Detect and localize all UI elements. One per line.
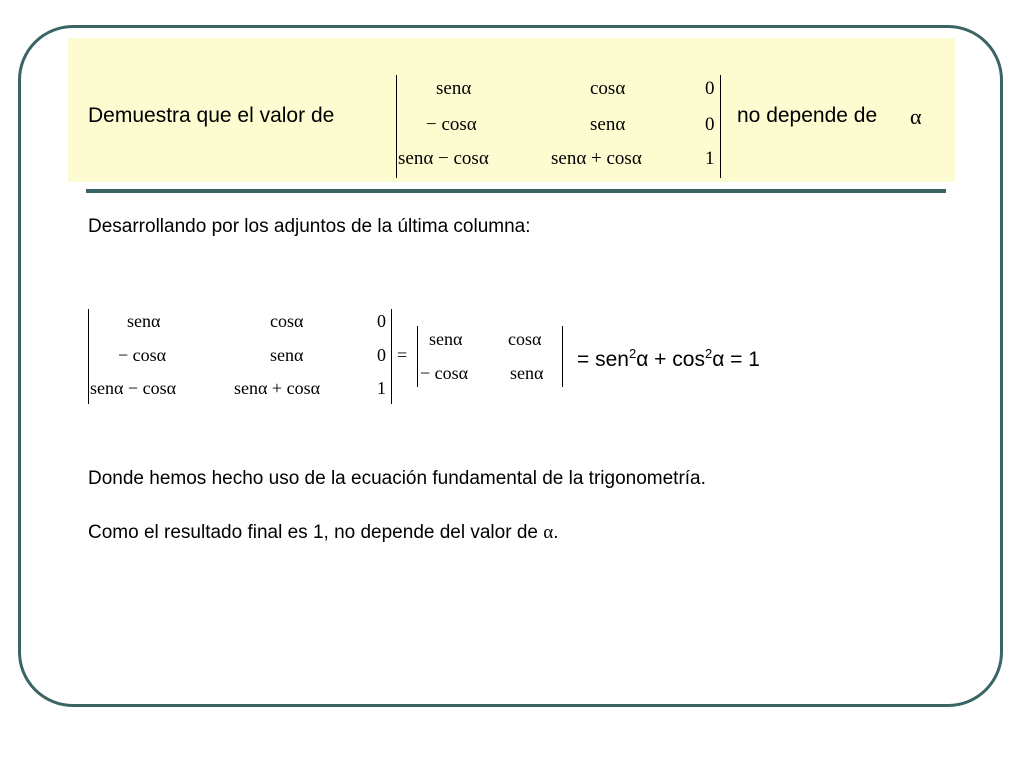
conclusion-period: .	[553, 522, 559, 543]
statement-suffix: no depende de	[737, 104, 878, 127]
matrix-cell: senα − cosα	[398, 148, 489, 169]
matrix-cell: cosα	[270, 311, 304, 331]
determinant-left-bar	[417, 326, 418, 387]
matrix-cell: senα	[429, 329, 463, 349]
equals-sign: =	[397, 345, 408, 365]
matrix-cell: 1	[705, 148, 715, 169]
result-part: = sen	[577, 348, 629, 371]
result-expression	[577, 346, 760, 372]
conclusion-main: Como el resultado final es 1, no depende del valor de	[88, 522, 538, 543]
statement-prefix: Demuestra que el valor de	[88, 104, 335, 127]
header-divider	[86, 189, 946, 193]
alpha-symbol: α	[543, 522, 554, 543]
matrix-cell: senα + cosα	[234, 378, 321, 398]
matrix-cell: − cosα	[118, 345, 167, 365]
result-part: α = 1	[712, 348, 760, 371]
matrix-cell: 1	[377, 378, 386, 398]
determinant-right-bar	[720, 75, 721, 178]
matrix-cell: cosα	[508, 329, 542, 349]
result-part: α + cos	[636, 348, 705, 371]
determinant-left-bar	[396, 75, 397, 178]
determinant-left-bar	[88, 309, 89, 404]
matrix-cell: senα	[510, 363, 544, 383]
determinant-right-bar	[391, 309, 392, 404]
matrix-cell: 0	[377, 345, 386, 365]
matrix-cell: senα	[590, 114, 626, 135]
matrix-cell: senα − cosα	[90, 378, 177, 398]
matrix-cell: 0	[705, 78, 715, 99]
exponent: 2	[704, 346, 713, 361]
matrix-cell: senα	[270, 345, 304, 365]
matrix-cell: − cosα	[426, 114, 477, 135]
note-text: Donde hemos hecho uso de la ecuación fundamental de la trigonometría.	[88, 468, 706, 489]
intro-text: Desarrollando por los adjuntos de la última columna:	[88, 216, 531, 237]
matrix-cell: senα	[127, 311, 161, 331]
matrix-cell: 0	[705, 114, 715, 135]
alpha-symbol: α	[910, 104, 922, 129]
conclusion-text	[88, 522, 559, 544]
matrix-cell: senα + cosα	[551, 148, 642, 169]
determinant-right-bar	[562, 326, 563, 387]
matrix-cell: senα	[436, 78, 472, 99]
matrix-cell: cosα	[590, 78, 626, 99]
matrix-cell: 0	[377, 311, 386, 331]
matrix-cell: − cosα	[420, 363, 469, 383]
exponent: 2	[628, 346, 637, 361]
